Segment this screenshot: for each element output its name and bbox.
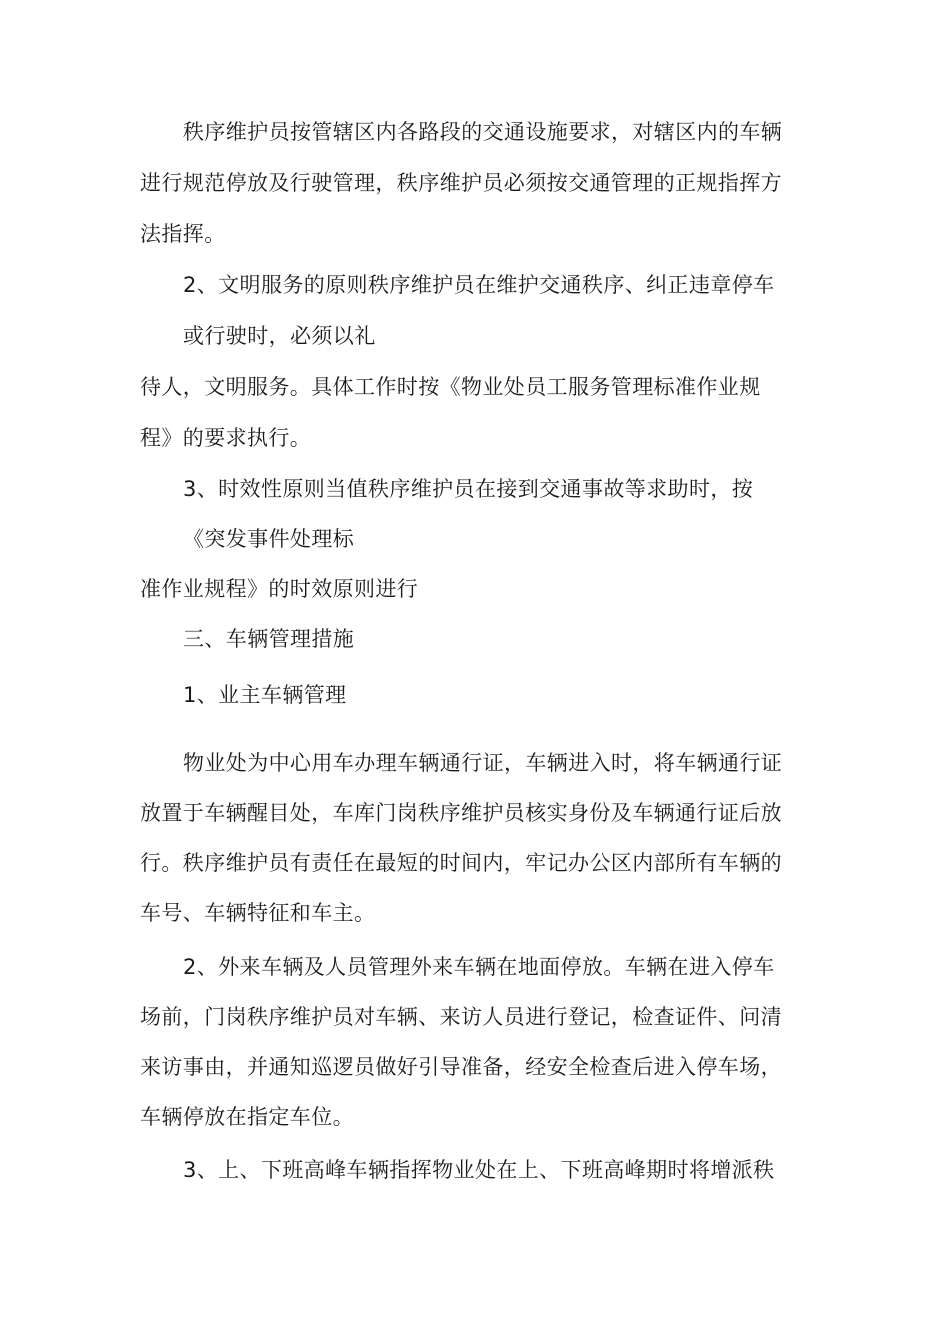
paragraph-line: 法指挥。 <box>140 222 226 246</box>
paragraph-line: 3、时效性原则当值秩序维护员在接到交通事故等求助时，按 <box>183 477 754 501</box>
paragraph-line: 准作业规程》的时效原则进行 <box>140 577 419 601</box>
paragraph-line: 《突发事件处理标 <box>183 527 355 551</box>
paragraph-line: 程》的要求执行。 <box>140 426 312 450</box>
subsection-heading: 1、业主车辆管理 <box>183 683 347 707</box>
paragraph-line: 进行规范停放及行驶管理，秩序维护员必须按交通管理的正规指挥方 <box>140 171 782 195</box>
paragraph-line: 物业处为中心用车办理车辆通行证，车辆进入时，将车辆通行证 <box>183 751 783 775</box>
paragraph-line: 车辆停放在指定车位。 <box>140 1105 354 1129</box>
paragraph-line: 3、上、下班高峰车辆指挥物业处在上、下班高峰期时将增派秩 <box>183 1158 775 1182</box>
paragraph-line: 车号、车辆特征和车主。 <box>140 901 376 925</box>
paragraph-line: 2、文明服务的原则秩序维护员在维护交通秩序、纠正违章停车 <box>183 273 775 297</box>
paragraph-line: 或行驶时，必须以礼 <box>183 324 376 348</box>
section-heading: 三、车辆管理措施 <box>183 627 355 651</box>
paragraph-line: 行。秩序维护员有责任在最短的时间内，牢记办公区内部所有车辆的 <box>140 851 782 875</box>
paragraph-line: 秩序维护员按管辖区内各路段的交通设施要求，对辖区内的车辆 <box>183 120 783 144</box>
paragraph-line: 场前，门岗秩序维护员对车辆、来访人员进行登记，检查证件、问清 <box>140 1005 782 1029</box>
paragraph-line: 2、外来车辆及人员管理外来车辆在地面停放。车辆在进入停车 <box>183 955 775 979</box>
paragraph-line: 来访事由，并通知巡逻员做好引导准备，经安全检查后进入停车场， <box>140 1055 782 1079</box>
paragraph-line: 放置于车辆醒目处，车库门岗秩序维护员核实身份及车辆通行证后放 <box>140 801 782 825</box>
paragraph-line: 待人，文明服务。具体工作时按《物业处员工服务管理标准作业规 <box>140 375 761 399</box>
